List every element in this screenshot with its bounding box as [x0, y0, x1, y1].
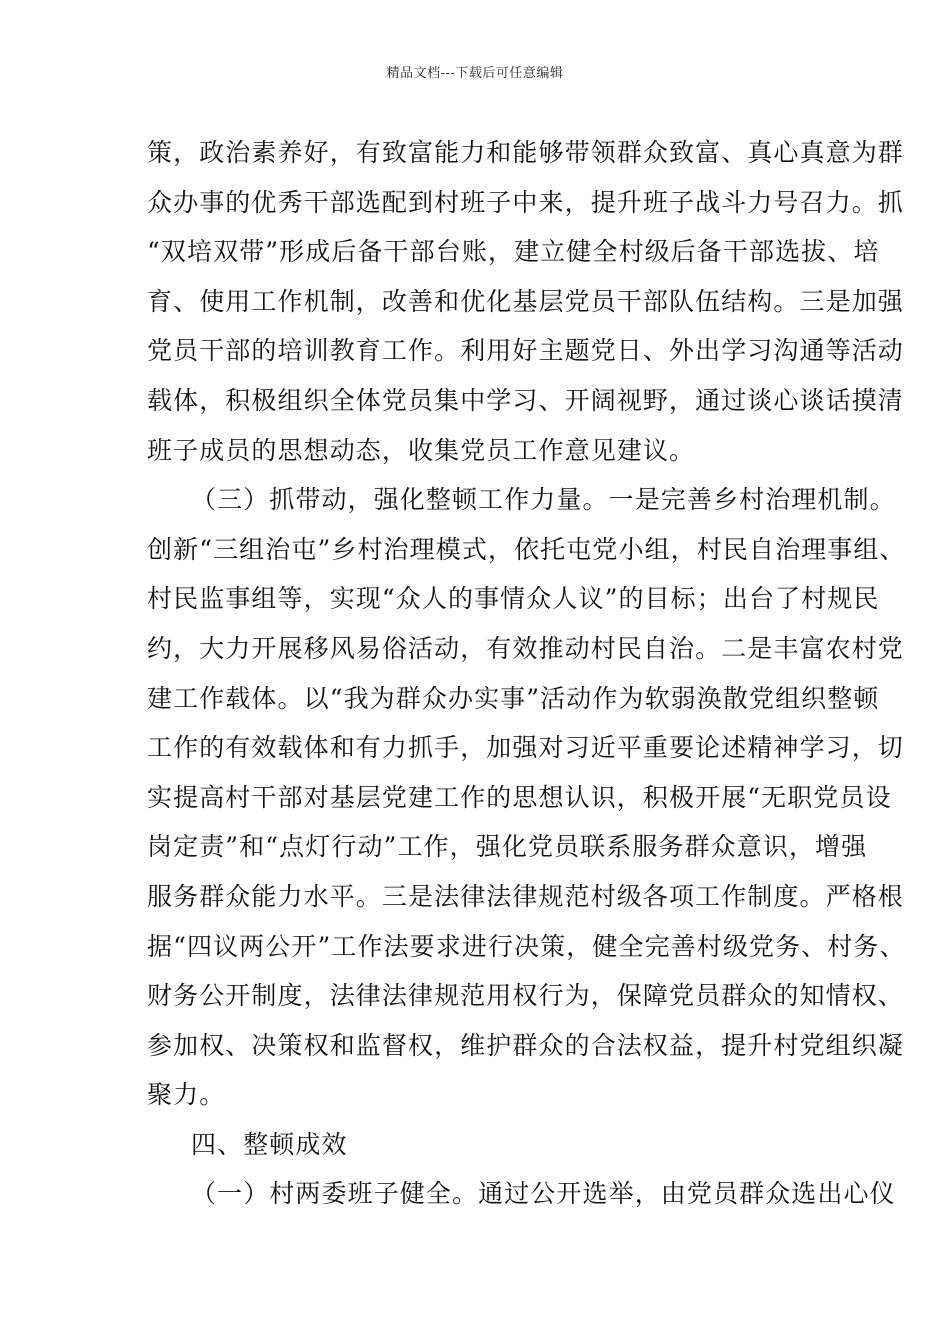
- text-line: 策，政治素养好，有致富能力和能够带领群众致富、真心真意为群: [147, 138, 904, 167]
- document-body: [147, 128, 906, 1219]
- text-line: （一）村两委班子健全。通过公开选举，由党员群众选出心仪: [191, 1179, 896, 1209]
- page-header: 精品文档---下载后可任意编辑: [386, 66, 564, 81]
- text-line: 服务群众能力水平。三是法律法律规范村级各项工作制度。严格根: [147, 881, 904, 911]
- text-line: 工作的有效载体和有力抓手，加强对习近平重要论述精神学习，切: [147, 733, 904, 763]
- text-line: 聚力。: [147, 1080, 226, 1110]
- text-line: 众办事的优秀干部选配到村班子中来，提升班子战斗力号召力。抓: [147, 187, 904, 217]
- text-line: 载体，积极组织全体党员集中学习、开阔视野，通过谈心谈话摸清: [147, 385, 904, 415]
- text-line: 四、整顿成效: [191, 1129, 348, 1159]
- text-line: “双培双带”形成后备干部台账，建立健全村级后备干部选拔、培: [147, 237, 880, 267]
- text-line: 实提高村干部对基层党建工作的思想认识，积极开展“无职党员设: [147, 782, 892, 812]
- text-line: 岗定责”和“点灯行动”工作，强化党员联系服务群众意识，增强: [147, 832, 868, 862]
- text-line: 约，大力开展移风易俗活动，有效推动村民自治。二是丰富农村党: [147, 633, 904, 663]
- text-line: 建工作载体。以“我为群众办实事”活动作为软弱涣散党组织整顿: [147, 683, 880, 713]
- text-line: 班子成员的思想动态，收集党员工作意见建议。: [147, 435, 696, 465]
- text-line: 参加权、决策权和监督权，维护群众的合法权益，提升村党组织凝: [147, 1030, 904, 1060]
- text-line: 据“四议两公开”工作法要求进行决策，健全完善村级党务、村务、: [147, 931, 906, 961]
- text-line: 村民监事组等，实现“众人的事情众人议”的目标；出台了村规民: [147, 584, 880, 614]
- text-line: 创新“三组治屯”乡村治理模式，依托屯党小组，村民自治理事组、: [147, 534, 906, 564]
- text-line: 育、使用工作机制，改善和优化基层党员干部队伍结构。三是加强: [147, 286, 904, 316]
- text-line: 党员干部的培训教育工作。利用好主题党日、外出学习沟通等活动: [147, 336, 904, 366]
- text-line: （三）抓带动，强化整顿工作力量。一是完善乡村治理机制。: [191, 485, 896, 515]
- text-line: 财务公开制度，法律法律规范用权行为，保障党员群众的知情权、: [147, 981, 904, 1011]
